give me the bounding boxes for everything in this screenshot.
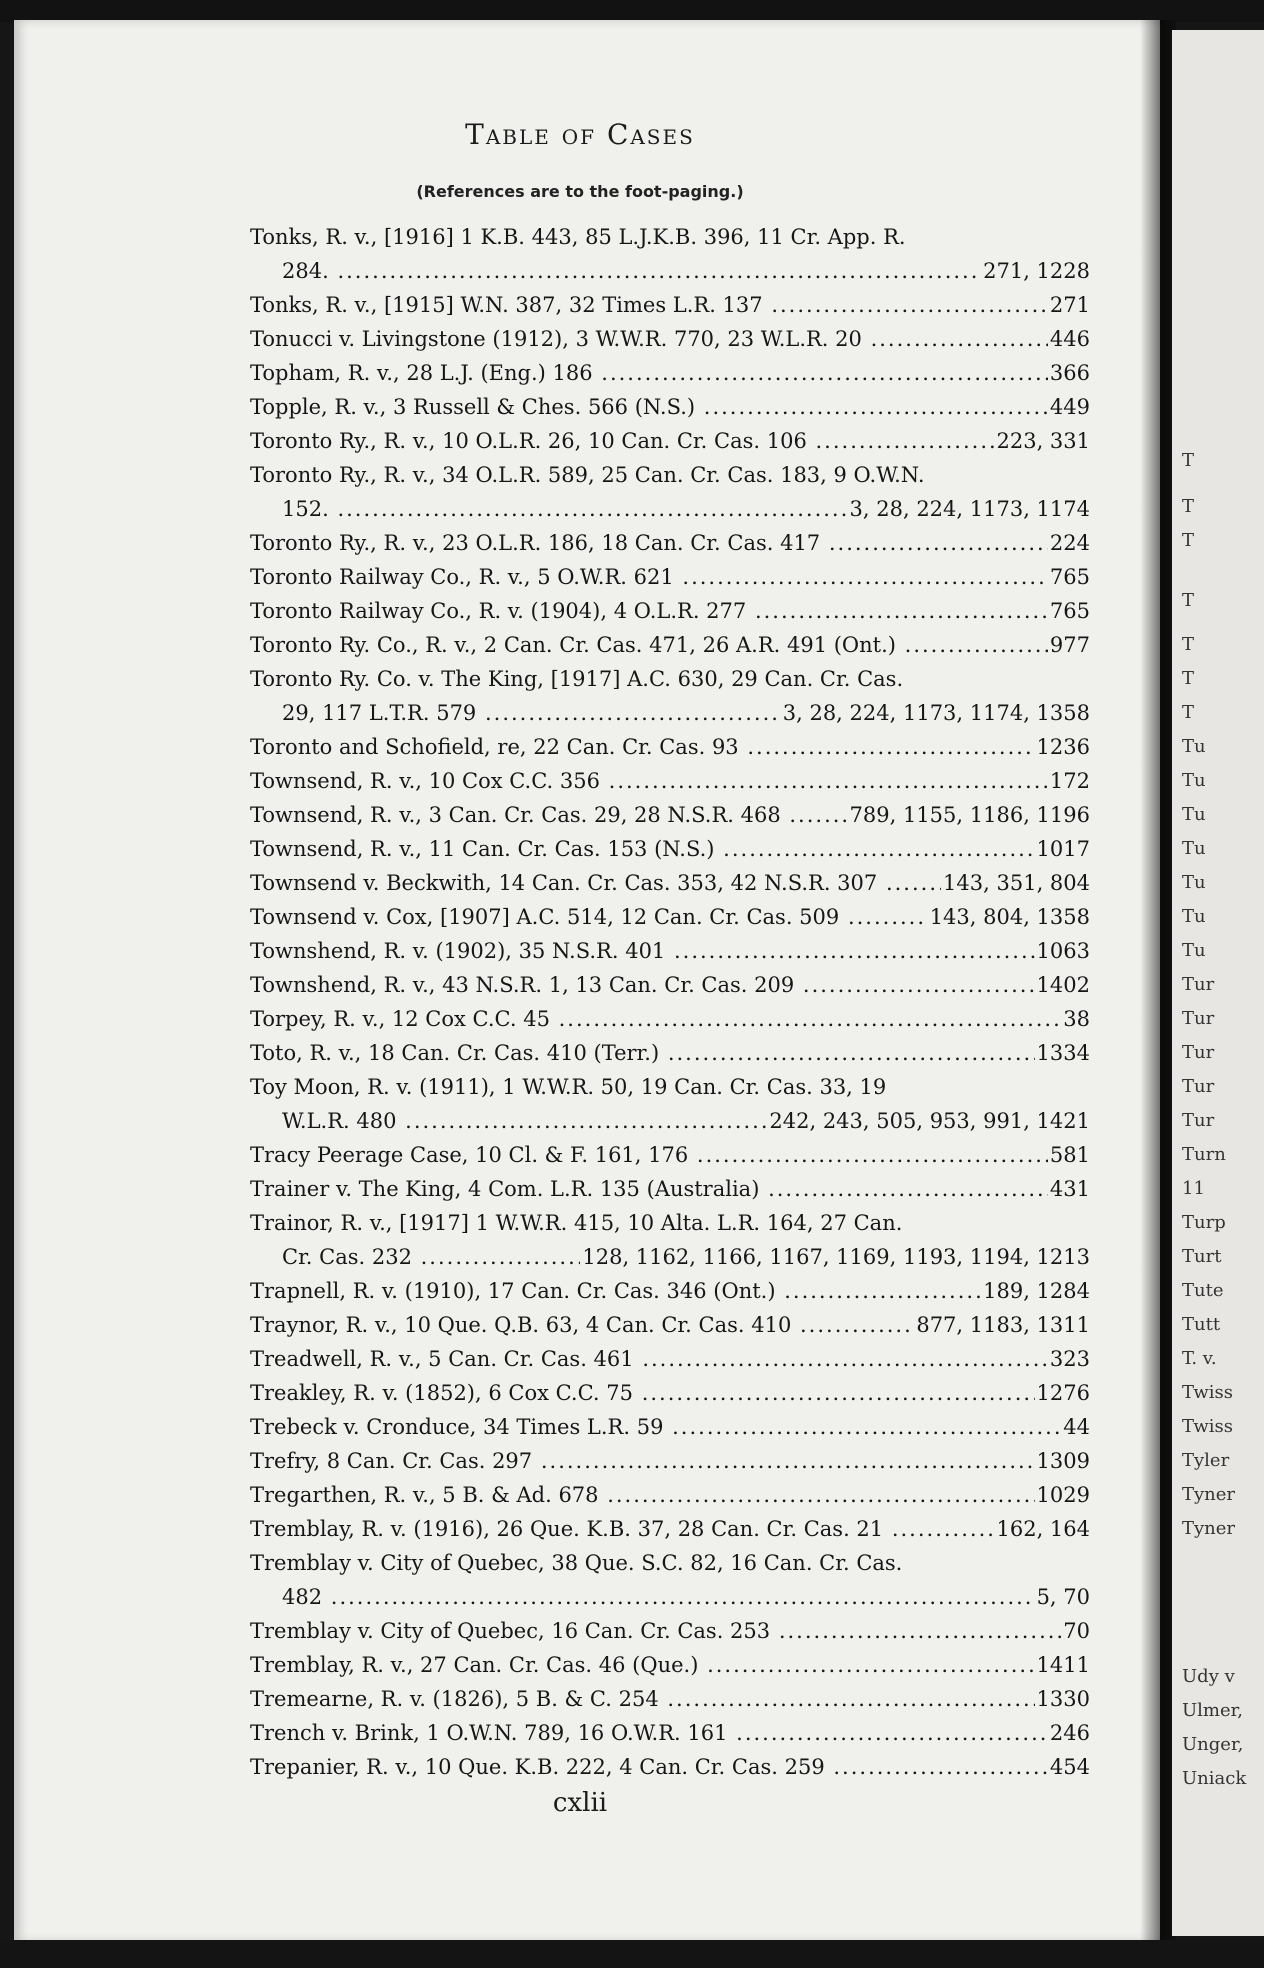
page-references: 246 bbox=[1049, 1721, 1090, 1745]
page-references: 366 bbox=[1049, 361, 1090, 385]
case-entry bbox=[250, 424, 1090, 458]
case-citation: Townshend, R. v., 43 N.S.R. 1, 13 Can. Cr. Cas. 209 ..... bbox=[250, 968, 1035, 1002]
page-references: 977 bbox=[1049, 633, 1090, 657]
page-references: 1029 bbox=[1036, 1483, 1090, 1507]
case-entry bbox=[250, 1410, 1090, 1444]
case-citation: Toronto Ry., R. v., 23 O.L.R. 186, 18 Can. Cr. Cas. 417 ..... bbox=[250, 526, 1048, 560]
scan-bottom-edge bbox=[0, 1940, 1264, 1968]
case-citation: Tregarthen, R. v., 5 B. & Ad. 678 ..... bbox=[250, 1478, 1035, 1512]
page-references: 1236 bbox=[1036, 735, 1090, 759]
adjacent-page-fragment: Tur bbox=[1182, 1110, 1215, 1131]
case-citation: Townsend, R. v., 10 Cox C.C. 356 ..... bbox=[250, 764, 1048, 798]
case-entry bbox=[250, 968, 1090, 1002]
page-references: 224 bbox=[1049, 531, 1090, 555]
case-entry bbox=[250, 1716, 1090, 1750]
case-entry bbox=[250, 458, 1090, 492]
adjacent-page-fragment: 11 bbox=[1182, 1178, 1205, 1199]
case-citation: Townsend, R. v., 11 Can. Cr. Cas. 153 (N.S.) ..... bbox=[250, 832, 1035, 866]
adjacent-page-fragment: Ulmer, bbox=[1182, 1700, 1243, 1721]
case-citation: Tonks, R. v., [1916] 1 K.B. 443, 85 L.J.K.B. 396, 11 Cr. App. R. bbox=[250, 225, 906, 249]
page-references: 765 bbox=[1049, 599, 1090, 623]
page-references: 3, 28, 224, 1173, 1174, 1358 bbox=[782, 701, 1090, 725]
page-references: 143, 804, 1358 bbox=[929, 905, 1090, 929]
case-entry bbox=[250, 1274, 1090, 1308]
adjacent-page-fragment: Tu bbox=[1182, 838, 1206, 859]
case-citation: Trefry, 8 Can. Cr. Cas. 297 ..... bbox=[250, 1444, 1035, 1478]
case-citation: 152. ..... bbox=[282, 492, 848, 526]
page-references: 877, 1183, 1311 bbox=[916, 1313, 1090, 1337]
page-references: 44 bbox=[1063, 1415, 1090, 1439]
adjacent-page-fragment: Uniack bbox=[1182, 1768, 1247, 1789]
case-entry bbox=[250, 866, 1090, 900]
case-citation: Topham, R. v., 28 L.J. (Eng.) 186 ..... bbox=[250, 356, 1048, 390]
page-references: 454 bbox=[1049, 1755, 1090, 1779]
page-subheading: (References are to the foot-paging.) bbox=[416, 182, 744, 201]
page-references: 70 bbox=[1063, 1619, 1090, 1643]
case-entry bbox=[250, 1206, 1090, 1240]
case-citation: Tremblay v. City of Quebec, 16 Can. Cr. Cas. 253 ..... bbox=[250, 1614, 1061, 1648]
case-entry bbox=[250, 628, 1090, 662]
page-references: 189, 1284 bbox=[983, 1279, 1090, 1303]
page-references: 143, 351, 804 bbox=[943, 871, 1090, 895]
adjacent-page-fragment: Udy v bbox=[1182, 1666, 1235, 1687]
case-entry bbox=[250, 764, 1090, 798]
adjacent-page-fragment: T bbox=[1182, 702, 1195, 723]
page-references: 38 bbox=[1063, 1007, 1090, 1031]
case-entry-continuation bbox=[250, 696, 1090, 730]
case-entry bbox=[250, 526, 1090, 560]
case-citation: Trapnell, R. v. (1910), 17 Can. Cr. Cas. 346 (Ont.) ..... bbox=[250, 1274, 981, 1308]
adjacent-page-fragment: Twiss bbox=[1182, 1382, 1234, 1403]
adjacent-page-fragment: Tyner bbox=[1182, 1484, 1236, 1505]
case-citation: W.L.R. 480 ..... bbox=[282, 1104, 767, 1138]
case-citation: Tonucci v. Livingstone (1912), 3 W.W.R. 770, 23 W.L.R. 20 ..... bbox=[250, 322, 1048, 356]
case-entry bbox=[250, 322, 1090, 356]
case-entry bbox=[250, 594, 1090, 628]
case-entry bbox=[250, 1444, 1090, 1478]
case-citation: Traynor, R. v., 10 Que. Q.B. 63, 4 Can. Cr. Cas. 410 ..... bbox=[250, 1308, 914, 1342]
case-entry bbox=[250, 1070, 1090, 1104]
case-citation: Townsend v. Cox, [1907] A.C. 514, 12 Can. Cr. Cas. 509 ..... bbox=[250, 900, 928, 934]
case-citation: Toronto and Schofield, re, 22 Can. Cr. Cas. 93 ..... bbox=[250, 730, 1035, 764]
page-references: 431 bbox=[1049, 1177, 1090, 1201]
page-heading: Table of Cases bbox=[465, 118, 695, 151]
page-references: 581 bbox=[1049, 1143, 1090, 1167]
case-entry bbox=[250, 1138, 1090, 1172]
page-references: 1334 bbox=[1036, 1041, 1090, 1065]
page-references: 446 bbox=[1049, 327, 1090, 351]
adjacent-page bbox=[1172, 30, 1264, 1936]
adjacent-page-fragment: Tu bbox=[1182, 872, 1206, 893]
adjacent-page-fragment: Tur bbox=[1182, 1076, 1215, 1097]
case-citation: Tremearne, R. v. (1826), 5 B. & C. 254 ..... bbox=[250, 1682, 1035, 1716]
case-citation: Townshend, R. v. (1902), 35 N.S.R. 401 ..... bbox=[250, 934, 1035, 968]
adjacent-page-fragment: Tu bbox=[1182, 940, 1206, 961]
adjacent-page-fragment: Tur bbox=[1182, 1008, 1215, 1029]
case-entry bbox=[250, 356, 1090, 390]
page-references: 1330 bbox=[1036, 1687, 1090, 1711]
case-citation: Trepanier, R. v., 10 Que. K.B. 222, 4 Can. Cr. Cas. 259 ..... bbox=[250, 1750, 1048, 1784]
adjacent-page-fragment: Unger, bbox=[1182, 1734, 1244, 1755]
page-references: 323 bbox=[1049, 1347, 1090, 1371]
page-references: 765 bbox=[1049, 565, 1090, 589]
case-citation: Trebeck v. Cronduce, 34 Times L.R. 59 ..... bbox=[250, 1410, 1061, 1444]
adjacent-page-fragment: Tutt bbox=[1182, 1314, 1221, 1335]
page-references: 5, 70 bbox=[1036, 1585, 1090, 1609]
page-references: 1276 bbox=[1036, 1381, 1090, 1405]
case-citation: Toronto Ry. Co. v. The King, [1917] A.C. 630, 29 Can. Cr. Cas. bbox=[250, 667, 904, 691]
case-citation: 29, 117 L.T.R. 579 ..... bbox=[282, 696, 781, 730]
adjacent-page-fragment: Tyner bbox=[1182, 1518, 1236, 1539]
page-references: 1017 bbox=[1036, 837, 1090, 861]
case-citation: Trench v. Brink, 1 O.W.N. 789, 16 O.W.R. 161 ..... bbox=[250, 1716, 1048, 1750]
case-citation: Toto, R. v., 18 Can. Cr. Cas. 410 (Terr.) ..... bbox=[250, 1036, 1035, 1070]
page-references: 1402 bbox=[1036, 973, 1090, 997]
page-references: 3, 28, 224, 1173, 1174 bbox=[849, 497, 1090, 521]
adjacent-page-fragment: Turt bbox=[1182, 1246, 1222, 1267]
case-citation: Toronto Railway Co., R. v. (1904), 4 O.L.R. 277 ..... bbox=[250, 594, 1048, 628]
case-entry bbox=[250, 288, 1090, 322]
case-citation: Tremblay v. City of Quebec, 38 Que. S.C. 82, 16 Can. Cr. Cas. bbox=[250, 1551, 903, 1575]
case-entry bbox=[250, 662, 1090, 696]
page-references: 271 bbox=[1049, 293, 1090, 317]
case-citation: Townsend v. Beckwith, 14 Can. Cr. Cas. 353, 42 N.S.R. 307 ..... bbox=[250, 866, 941, 900]
page-references: 223, 331 bbox=[996, 429, 1090, 453]
case-citation: Topple, R. v., 3 Russell & Ches. 566 (N.S.) ..... bbox=[250, 390, 1048, 424]
adjacent-page-fragment: Turp bbox=[1182, 1212, 1226, 1233]
adjacent-page-fragment: T bbox=[1182, 634, 1195, 655]
case-citation: Tremblay, R. v. (1916), 26 Que. K.B. 37, 28 Can. Cr. Cas. 21 ..... bbox=[250, 1512, 994, 1546]
adjacent-page-fragment: Tu bbox=[1182, 736, 1206, 757]
page-number: cxlii bbox=[552, 1788, 608, 1818]
page-references: 449 bbox=[1049, 395, 1090, 419]
case-entry bbox=[250, 1172, 1090, 1206]
case-entry-continuation bbox=[250, 1104, 1090, 1138]
case-entry bbox=[250, 1308, 1090, 1342]
page-references: 162, 164 bbox=[996, 1517, 1090, 1541]
page-references: 789, 1155, 1186, 1196 bbox=[849, 803, 1090, 827]
adjacent-page-fragment: Turn bbox=[1182, 1144, 1226, 1165]
case-entry-continuation bbox=[250, 492, 1090, 526]
case-citation: Treakley, R. v. (1852), 6 Cox C.C. 75 ..... bbox=[250, 1376, 1035, 1410]
case-entry bbox=[250, 730, 1090, 764]
case-citation: Trainor, R. v., [1917] 1 W.W.R. 415, 10 Alta. L.R. 164, 27 Can. bbox=[250, 1211, 903, 1235]
page-references: 271, 1228 bbox=[983, 259, 1090, 283]
page-references: 1309 bbox=[1036, 1449, 1090, 1473]
page-references: 242, 243, 505, 953, 991, 1421 bbox=[769, 1109, 1090, 1133]
scan-top-edge bbox=[0, 0, 1264, 22]
case-citation: Toronto Railway Co., R. v., 5 O.W.R. 621 ..... bbox=[250, 560, 1048, 594]
adjacent-page-fragment: Tur bbox=[1182, 974, 1215, 995]
adjacent-page-fragment: T bbox=[1182, 530, 1195, 551]
page-gutter bbox=[1140, 20, 1176, 1942]
case-entry bbox=[250, 560, 1090, 594]
adjacent-page-fragment: T bbox=[1182, 590, 1195, 611]
case-entry bbox=[250, 1036, 1090, 1070]
case-citation: Toronto Ry., R. v., 10 O.L.R. 26, 10 Can. Cr. Cas. 106 ..... bbox=[250, 424, 994, 458]
case-entry bbox=[250, 1342, 1090, 1376]
case-entry bbox=[250, 390, 1090, 424]
case-entry bbox=[250, 1682, 1090, 1716]
case-entry bbox=[250, 832, 1090, 866]
case-entry bbox=[250, 900, 1090, 934]
adjacent-page-fragment: Tu bbox=[1182, 770, 1206, 791]
case-citation: Toy Moon, R. v. (1911), 1 W.W.R. 50, 19 Can. Cr. Cas. 33, 19 bbox=[250, 1075, 887, 1099]
case-entry bbox=[250, 1648, 1090, 1682]
case-entry bbox=[250, 934, 1090, 968]
case-entry bbox=[250, 220, 1090, 254]
page-references: 1411 bbox=[1036, 1653, 1090, 1677]
adjacent-page-fragment: T bbox=[1182, 496, 1195, 517]
case-entry bbox=[250, 1512, 1090, 1546]
adjacent-page-fragment: Tute bbox=[1182, 1280, 1224, 1301]
case-entry bbox=[250, 1376, 1090, 1410]
case-citation: 482 ..... bbox=[282, 1580, 1035, 1614]
case-entry bbox=[250, 1546, 1090, 1580]
case-citation: Toronto Ry., R. v., 34 O.L.R. 589, 25 Can. Cr. Cas. 183, 9 O.W.N. bbox=[250, 463, 925, 487]
case-entry-continuation bbox=[250, 1580, 1090, 1614]
case-entry bbox=[250, 1614, 1090, 1648]
page-references: 172 bbox=[1049, 769, 1090, 793]
case-citation: Townsend, R. v., 3 Can. Cr. Cas. 29, 28 N.S.R. 468 ..... bbox=[250, 798, 848, 832]
case-entry bbox=[250, 1002, 1090, 1036]
case-entry-continuation bbox=[250, 1240, 1090, 1274]
case-citation: Tremblay, R. v., 27 Can. Cr. Cas. 46 (Que.) ..... bbox=[250, 1648, 1035, 1682]
adjacent-page-fragment: Twiss bbox=[1182, 1416, 1234, 1437]
case-citation: Tonks, R. v., [1915] W.N. 387, 32 Times L.R. 137 ..... bbox=[250, 288, 1048, 322]
page-references: 128, 1162, 1166, 1167, 1169, 1193, 1194, 1213 bbox=[582, 1245, 1090, 1269]
case-citation: 284. ..... bbox=[282, 254, 981, 288]
case-entry bbox=[250, 1750, 1090, 1784]
adjacent-page-fragment: Tyler bbox=[1182, 1450, 1230, 1471]
adjacent-page-fragment: Tur bbox=[1182, 1042, 1215, 1063]
case-entry-continuation bbox=[250, 254, 1090, 288]
case-entry bbox=[250, 1478, 1090, 1512]
case-citation: Toronto Ry. Co., R. v., 2 Can. Cr. Cas. 471, 26 A.R. 491 (Ont.) ..... bbox=[250, 628, 1048, 662]
case-entry bbox=[250, 798, 1090, 832]
adjacent-page-fragment: Tu bbox=[1182, 804, 1206, 825]
case-citation: Cr. Cas. 232 ..... bbox=[282, 1240, 580, 1274]
adjacent-page-fragment: Tu bbox=[1182, 906, 1206, 927]
adjacent-page-fragment: T bbox=[1182, 668, 1195, 689]
case-table bbox=[250, 220, 1090, 1784]
adjacent-page-fragment: T. v. bbox=[1182, 1348, 1217, 1369]
adjacent-page-fragment: T bbox=[1182, 450, 1195, 471]
case-citation: Tracy Peerage Case, 10 Cl. & F. 161, 176 ..... bbox=[250, 1138, 1048, 1172]
case-citation: Treadwell, R. v., 5 Can. Cr. Cas. 461 ..... bbox=[250, 1342, 1048, 1376]
case-citation: Torpey, R. v., 12 Cox C.C. 45 ..... bbox=[250, 1002, 1061, 1036]
case-citation: Trainer v. The King, 4 Com. L.R. 135 (Australia) ..... bbox=[250, 1172, 1048, 1206]
page-references: 1063 bbox=[1036, 939, 1090, 963]
